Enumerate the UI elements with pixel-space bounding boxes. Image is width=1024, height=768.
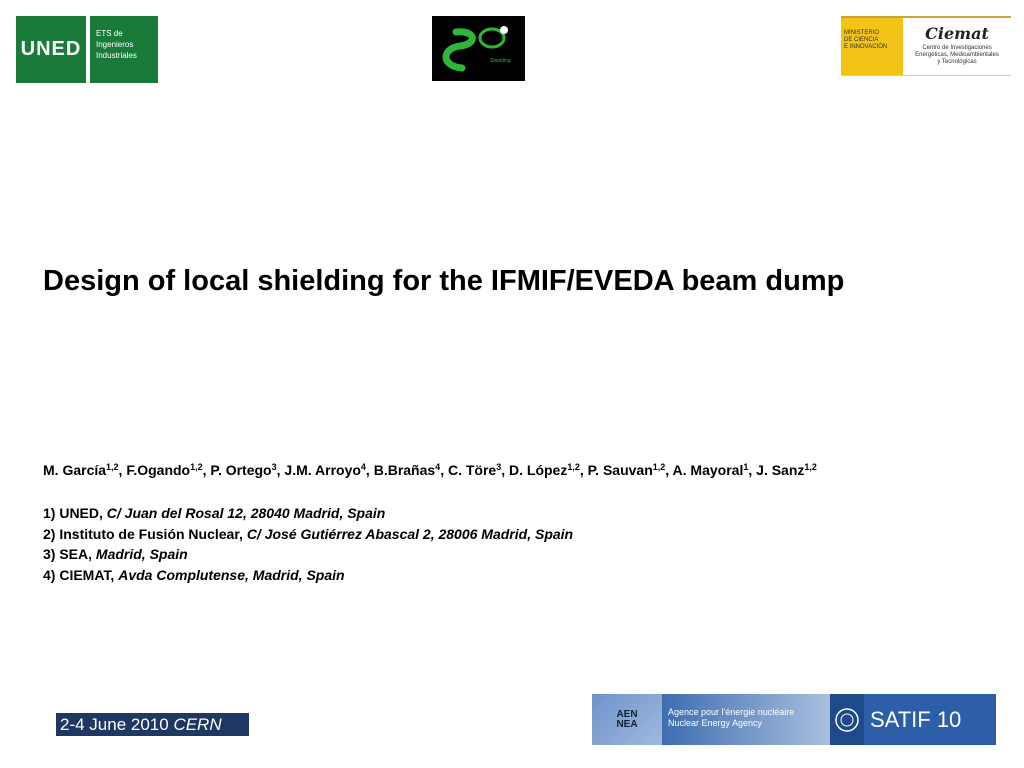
affiliation-address: C/ José Gutiérrez Abascal 2, 28006 Madrid, Spain [246,525,574,542]
author-affiliation: 4 [435,462,441,472]
affiliation-prefix: 1) UNED, [43,505,107,521]
author-affiliation: 4 [360,462,366,472]
nea-logo-icon [592,694,662,745]
ets-line-2: Ingenieros [96,40,134,49]
author-name: P. Sauvan [587,462,653,478]
ciemat-sub-line-2: Energéticas, Medioambientales [915,52,999,58]
nea-label-en: Nuclear Energy Agency [668,718,763,728]
author-name: A. Mayoral [672,462,744,478]
sea-logo [432,16,525,81]
cern-logo-icon [830,694,864,745]
ministry-line-2: DE CIENCIA [844,37,879,43]
date-banner [56,713,249,736]
ciemat-brand [903,18,1011,75]
affiliation-prefix: 4) CIEMAT, [43,566,119,583]
affiliation-address: Madrid, Spain [95,546,188,562]
ets-line-3: Industriales [96,51,137,60]
ministry-line-3: E INNOVACIÓN [844,44,888,50]
ets-ingenieros-label [90,16,158,83]
author-affiliation: 1,2 [652,462,666,472]
author-name: P. Ortego [210,462,272,478]
satif-banner [592,694,996,745]
ciemat-wordmark: Ciemat [925,24,989,43]
author-affiliation: 1 [743,462,749,472]
author-affiliation: 3 [496,462,502,472]
conference-venue: CERN [173,715,222,734]
affiliation-address: C/ Juan del Rosal 12, 28040 Madrid, Spain [106,505,386,521]
conference-date: 2-4 June 2010 [60,715,169,734]
author-name: D. López [509,462,568,478]
author-name: F.Ogando [126,462,191,478]
ciemat-logo [841,16,1011,76]
author-list: M. García$^{1,2}$, F.Ogando$^{1,2}$, P. Ortego$^3$, J.M. Arroyo$^4$, B.Brañas$^4$, C. Töre$^3$, D. López$^{1,2}$, P. Sauvan$^{1,2}$, A. Mayoral$^1$, J. Sanz$^{1,2}$ [43,462,817,478]
event-title: SATIF 10 [864,694,996,745]
author-name: C. Töre [447,462,497,478]
author-name: J.M. Arroyo [284,462,361,478]
author-name: J. Sanz [756,462,805,478]
affiliation-list [43,503,573,585]
author-affiliation: 1,2 [567,462,580,472]
nea-label [662,694,830,745]
ciemat-sub-line-3: y Tecnológicas [937,59,977,65]
sea-small-text: Shielding [490,58,511,64]
author-affiliation: 1,2 [190,462,203,472]
affiliation-prefix: 2) Instituto de Fusión Nuclear, [43,525,247,542]
affiliation-item [43,544,573,565]
author-affiliation: 1,2 [106,462,119,472]
affiliation-item [43,565,573,586]
affiliation-address: Avda Complutense, Madrid, Spain [118,566,345,583]
author-affiliation: 3 [271,462,277,472]
nea-label-fr: Agence pour l'énergie nucléaire [668,707,795,717]
ciemat-subtitle [903,45,1011,66]
nea-abbr-en: NEA [616,718,638,730]
ciemat-sub-line-1: Centro de Investigaciones [922,45,992,51]
author-name: B.Brañas [373,462,436,478]
affiliation-item [43,503,573,524]
author-name: M. García [43,462,107,478]
affiliation-prefix: 3) SEA, [43,546,96,562]
ministry-line-1: MINISTERIO [844,30,880,36]
affiliation-item [43,524,573,545]
slide-title: Design of local shielding for the IFMIF/EVEDA beam dump [43,265,845,297]
ministry-label [841,18,903,75]
nea-abbr-fr: AEN [616,708,638,720]
author-affiliation: 1,2 [804,462,817,472]
ets-line-1: ETS de [96,29,123,38]
uned-wordmark: UNED [16,16,86,83]
uned-logo [16,16,158,83]
